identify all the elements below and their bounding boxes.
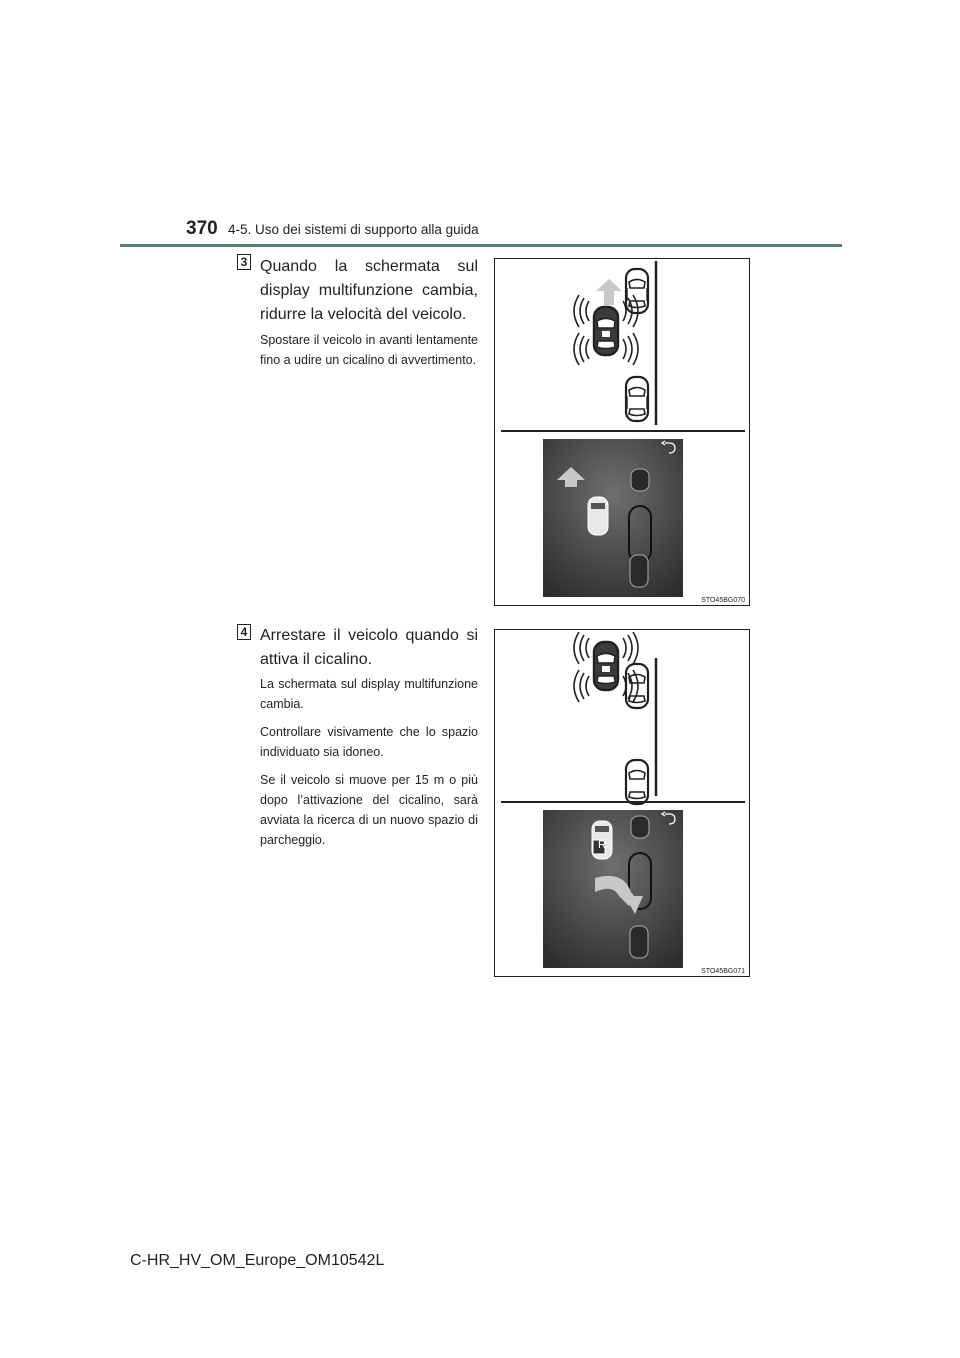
step-4-paragraph-2: Controllare visivamente che lo spazio individuato sia idoneo. (260, 725, 478, 759)
step-4-heading: Arrestare il veicolo quando si attiva il cicalino. (260, 627, 478, 668)
document-id: C-HR_HV_OM_Europe_OM10542L (130, 1252, 385, 1269)
step-4-paragraph-1: La schermata sul display multifunzione cambia. (260, 677, 478, 711)
step-4-paragraph-3: Se il veicolo si muove per 15 m o più dopo l’attivazione del cicalino, sarà avviata la ricerca di un nuovo spazio di parcheggio. (260, 773, 478, 847)
step-3-badge: 3 (237, 254, 251, 270)
step-3-paragraph: Spostare il veicolo in avanti lentamente fino a udire un cicalino di avvertimento. (260, 333, 478, 367)
step-4-figure (494, 629, 750, 977)
step-3-illustration (495, 259, 749, 605)
step-3-heading: Quando la schermata sul display multifunzione cambia, ridurre la velocità del veicolo. (260, 258, 478, 323)
display-gear-letter: R (598, 839, 606, 851)
step-4-illustration (495, 630, 749, 976)
header-divider (120, 244, 842, 247)
step-4-figure-code: STO45BG071 (701, 968, 745, 975)
section-title: 4-5. Uso dei sistemi di supporto alla guida (228, 222, 479, 237)
page-number: 370 (186, 218, 218, 239)
step-3-body (260, 330, 478, 378)
step-3-figure-code: STO45BG070 (701, 597, 745, 604)
step-4-badge: 4 (237, 624, 251, 640)
step-3-figure (494, 258, 750, 606)
step-4-body (260, 674, 478, 858)
